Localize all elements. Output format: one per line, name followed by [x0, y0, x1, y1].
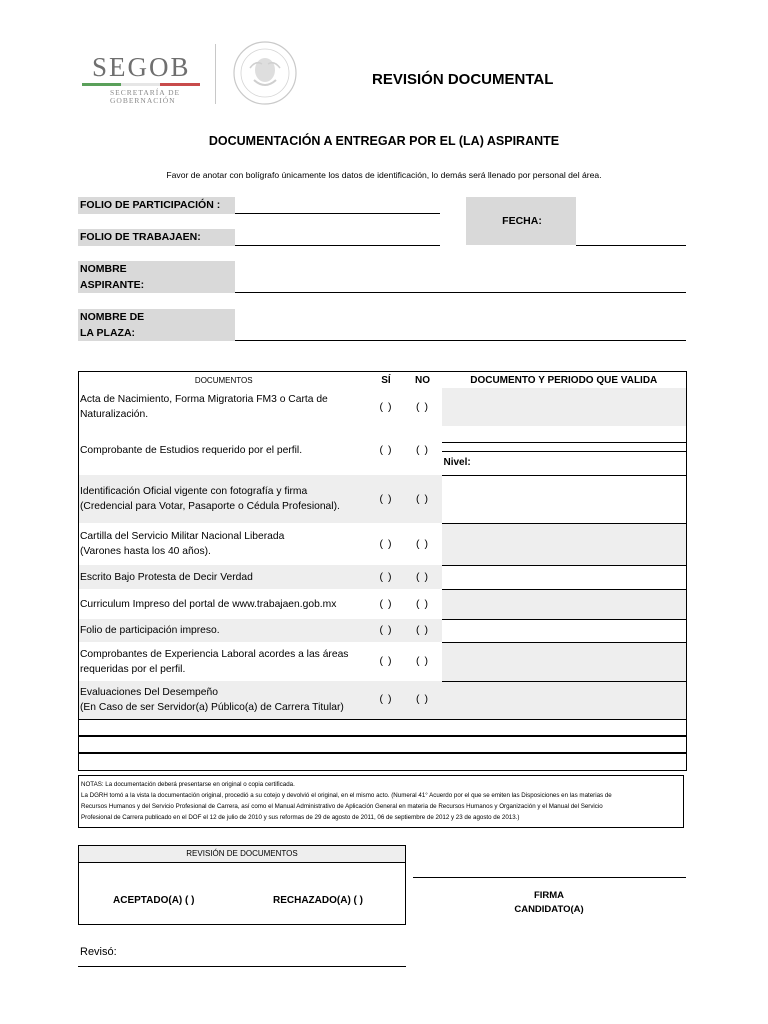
folio-participacion-field[interactable] [235, 213, 440, 214]
segob-logo-stripe [82, 83, 200, 86]
segob-logo-subtitle: SECRETARÍA DE GOBERNACIÓN [110, 88, 181, 105]
valida-field[interactable] [442, 523, 687, 565]
logo-divider [215, 44, 216, 104]
no-checkbox[interactable]: ( ) [404, 565, 442, 589]
table-header [79, 372, 687, 389]
si-checkbox[interactable]: ( ) [379, 655, 393, 667]
nombre-plaza-label: NOMBRE DE LA PLAZA: [78, 309, 235, 341]
notes-line: Recursos Humanos y del Servicio Profesional de Carrera, así como el Manual Administrativo de Aplicación General en materia de Recursos Humanos y Organización y el Manual del Servicio [81, 803, 603, 810]
valida-field[interactable] [442, 388, 687, 426]
header-documentos: DOCUMENTOS [194, 375, 253, 385]
national-seal-icon [232, 40, 298, 106]
documents-table [78, 371, 687, 771]
valida-field[interactable] [442, 475, 687, 523]
reviso-label: Revisó: [80, 946, 117, 958]
no-checkbox[interactable]: ( ) [404, 475, 442, 523]
row-doc-label: Comprobante de Estudios requerido por el perfil. [80, 445, 303, 456]
header-valida: DOCUMENTO Y PERIODO QUE VALIDA [470, 374, 658, 386]
nombre-aspirante-label: NOMBRE ASPIRANTE: [78, 261, 235, 293]
si-checkbox[interactable]: ( ) [369, 681, 404, 719]
folio-participacion-label: FOLIO DE PARTICIPACIÓN : [78, 197, 235, 214]
table-row [79, 388, 687, 426]
table-row [79, 565, 687, 589]
fecha-label: FECHA: [466, 197, 576, 245]
review-title: REVISIÓN DE DOCUMENTOS [79, 846, 405, 863]
valida-field[interactable] [442, 642, 687, 681]
row-doc-label: Curriculum Impreso del portal de www.trabajaen.gob.mx [80, 598, 337, 610]
si-checkbox[interactable]: ( ) [369, 619, 404, 642]
header-si: SÍ [381, 374, 391, 386]
notes-line: Profesional de Carrera publicado en el DOF el 12 de julio de 2010 y sus reformas de 29 de agosto de 2011, 06 de septiembre de 2012 y 23 de agosto de 2013.) [81, 814, 520, 821]
page-title: REVISIÓN DOCUMENTAL [372, 71, 554, 88]
table-row [79, 475, 687, 523]
nombre-aspirante-field[interactable] [235, 292, 686, 293]
blank-row-cell[interactable] [79, 719, 687, 736]
aceptado-checkbox[interactable]: ACEPTADO(A) ( ) [113, 895, 195, 906]
folio-trabajaen-field[interactable] [235, 245, 440, 246]
no-checkbox[interactable]: ( ) [404, 619, 442, 642]
blank-row-cell[interactable] [79, 736, 687, 753]
row-doc-label: Acta de Nacimiento, Forma Migratoria FM3 o Carta de Naturalización. [80, 394, 328, 420]
table-row [79, 426, 687, 475]
review-box [78, 845, 406, 925]
row-doc-label: Comprobantes de Experiencia Laboral acordes a las áreas requeridas por el perfil. [80, 648, 349, 675]
instruction-text: Favor de anotar con bolígrafo únicamente los datos de identificación, lo demás será llenado por personal del área. [166, 170, 602, 180]
si-checkbox[interactable]: ( ) [369, 475, 404, 523]
si-checkbox[interactable]: ( ) [379, 597, 393, 610]
page-subtitle: DOCUMENTACIÓN A ENTREGAR POR EL (LA) ASPIRANTE [208, 134, 560, 148]
valida-field[interactable] [442, 619, 687, 642]
row-doc-label: Cartilla del Servicio Militar Nacional Liberada (Varones hasta los 40 años). [80, 531, 285, 557]
rechazado-checkbox[interactable]: RECHAZADO(A) ( ) [273, 895, 363, 906]
folio-trabajaen-label: FOLIO DE TRABAJAEN: [78, 229, 235, 246]
table-row [79, 642, 687, 681]
firma-candidato-label: FIRMA CANDIDATO(A) [514, 890, 584, 915]
no-checkbox[interactable]: ( ) [416, 655, 429, 667]
valida-field[interactable] [442, 681, 687, 719]
row-doc-label: Identificación Oficial vigente con fotografía y firma (Credencial para Votar, Pasaporte o Cédula Profesional). [79, 475, 369, 523]
table-row [79, 589, 687, 619]
reviso-line[interactable] [78, 966, 406, 967]
table-row [79, 523, 687, 565]
si-checkbox[interactable]: ( ) [379, 400, 393, 413]
header-no: NO [415, 374, 430, 386]
si-checkbox[interactable]: ( ) [379, 444, 393, 456]
row-doc-label: Folio de participación impreso. [79, 619, 369, 642]
row-doc-label: Evaluaciones Del Desempeño (En Caso de ser Servidor(a) Público(a) de Carrera Titular) [79, 681, 369, 719]
blank-row-cell[interactable] [79, 753, 687, 770]
no-checkbox[interactable]: ( ) [416, 597, 429, 610]
table-row [79, 619, 687, 642]
valida-field[interactable] [442, 589, 687, 619]
segob-logo-text: SEGOB [92, 52, 191, 82]
row-doc-label: Escrito Bajo Protesta de Decir Verdad [79, 565, 369, 589]
nombre-plaza-field[interactable] [235, 340, 686, 341]
no-checkbox[interactable]: ( ) [404, 681, 442, 719]
no-checkbox[interactable]: ( ) [416, 537, 429, 550]
notes-box [78, 775, 684, 828]
table-row [79, 681, 687, 719]
no-checkbox[interactable]: ( ) [416, 444, 429, 456]
valida-field[interactable] [442, 565, 687, 589]
valida-field[interactable] [442, 426, 687, 475]
blank-row [79, 719, 687, 736]
firma-line[interactable] [413, 877, 686, 878]
notes-line: NOTAS: La documentación deberá presentarse en original o copia certificada. [81, 781, 295, 788]
fecha-field[interactable] [576, 245, 686, 246]
blank-row [79, 736, 687, 753]
si-checkbox[interactable]: ( ) [369, 565, 404, 589]
notes-line: La DGRH tomó a la vista la documentación original, procedió a su cotejo y devolvió el original, en el mismo acto. (Numeral 41° Acuerdo por el que se emiten las Disposiciones en las materias de [81, 792, 612, 799]
si-checkbox[interactable]: ( ) [379, 537, 393, 550]
no-checkbox[interactable]: ( ) [416, 400, 429, 413]
nivel-label: Nivel: [443, 457, 471, 468]
blank-row [79, 753, 687, 770]
